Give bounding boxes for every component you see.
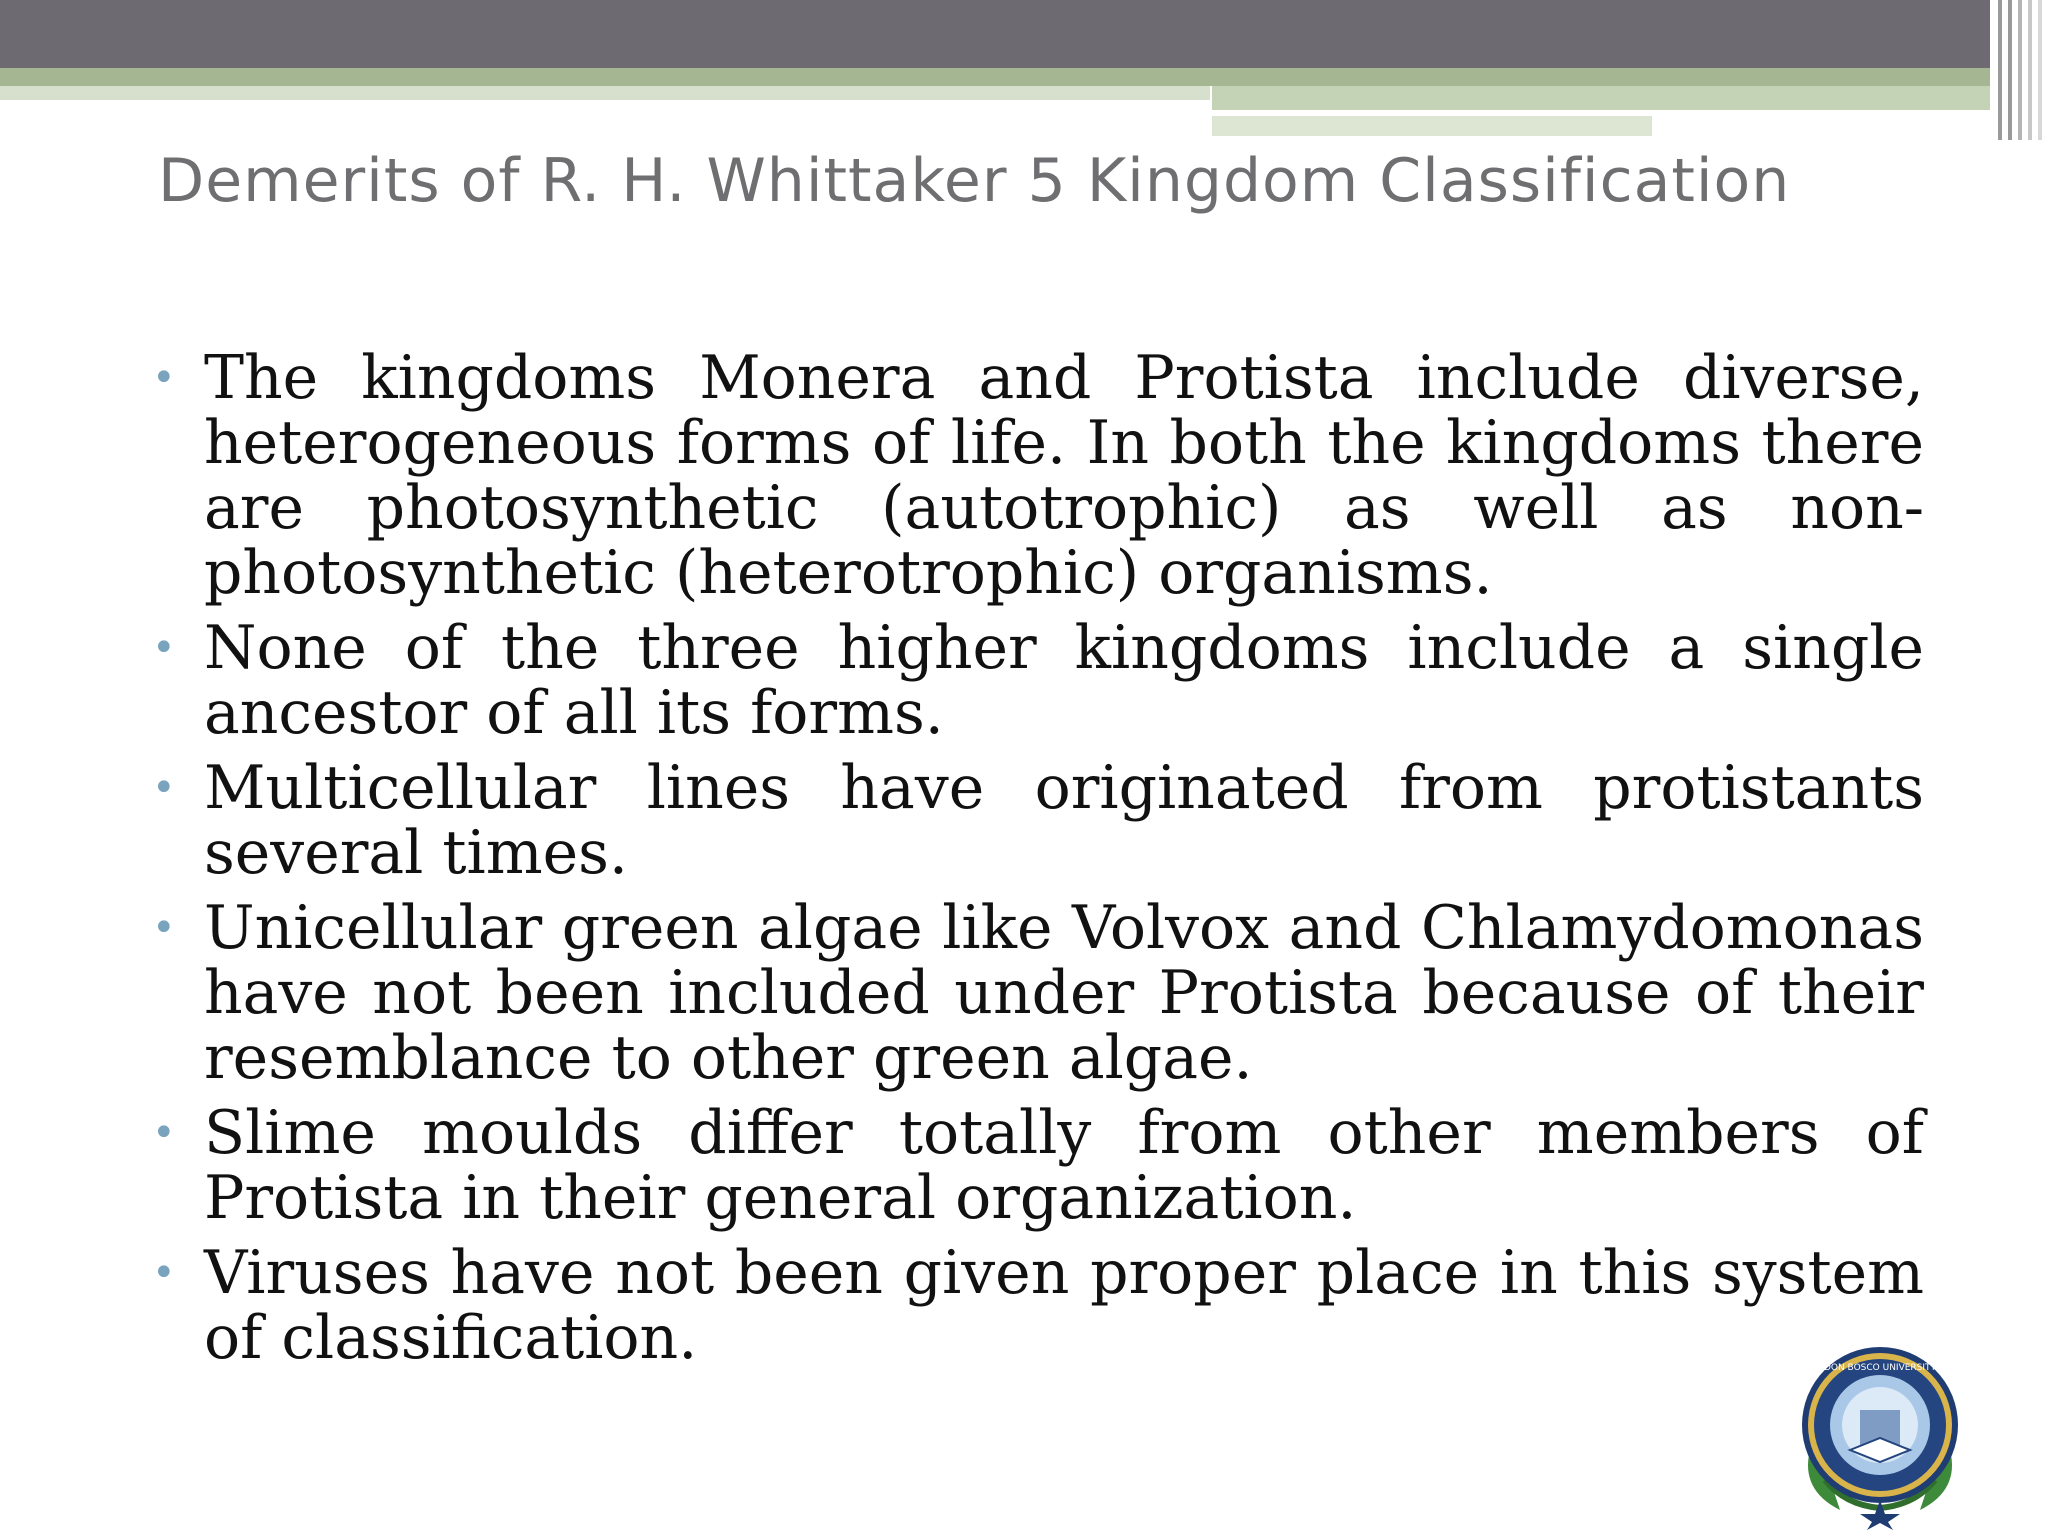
accent-divider xyxy=(1212,110,1896,114)
bullet-icon: • xyxy=(152,1110,176,1156)
bullet-item xyxy=(148,343,1924,608)
bullet-text: The kingdoms Monera and Protista include diverse, heterogeneous forms of life. In both the kingdoms there are photosynthetic (autotrophic) as well as non-photosynthetic (heterotrophic) organisms. xyxy=(204,343,1924,608)
university-seal-icon xyxy=(1790,1330,1970,1530)
bullet-item xyxy=(148,613,1924,748)
bullet-icon: • xyxy=(152,765,176,811)
bullet-item xyxy=(148,1098,1924,1233)
header-accent-bar xyxy=(0,68,1990,86)
bullet-icon: • xyxy=(152,1250,176,1296)
bullet-text: None of the three higher kingdoms include a single ancestor of all its forms. xyxy=(204,613,1924,748)
accent-strip-light xyxy=(1212,116,1652,136)
header-accent-bar-light xyxy=(0,86,1210,100)
bullet-list xyxy=(148,343,1924,1381)
bullet-text: Multicellular lines have originated from protistants several times. xyxy=(204,753,1924,888)
bullet-icon: • xyxy=(152,355,176,401)
bullet-item xyxy=(148,1238,1924,1373)
accent-strip xyxy=(1212,86,1990,110)
bullet-item xyxy=(148,753,1924,888)
header-bar xyxy=(0,0,1990,68)
svg-text:DON BOSCO UNIVERSITY: DON BOSCO UNIVERSITY xyxy=(1823,1363,1937,1373)
bullet-text: Viruses have not been given proper place in this system of classification. xyxy=(204,1238,1924,1373)
slide-title: Demerits of R. H. Whittaker 5 Kingdom Classification xyxy=(158,146,1791,216)
bullet-icon: • xyxy=(152,625,176,671)
bullet-item xyxy=(148,893,1924,1093)
bullet-text: Slime moulds differ totally from other members of Protista in their general organization. xyxy=(204,1098,1924,1233)
bullet-text: Unicellular green algae like Volvox and Chlamydomonas have not been included under Protista because of their resemblance to other green algae. xyxy=(204,893,1924,1093)
decorative-rails xyxy=(1990,0,2048,140)
bullet-icon: • xyxy=(152,905,176,951)
